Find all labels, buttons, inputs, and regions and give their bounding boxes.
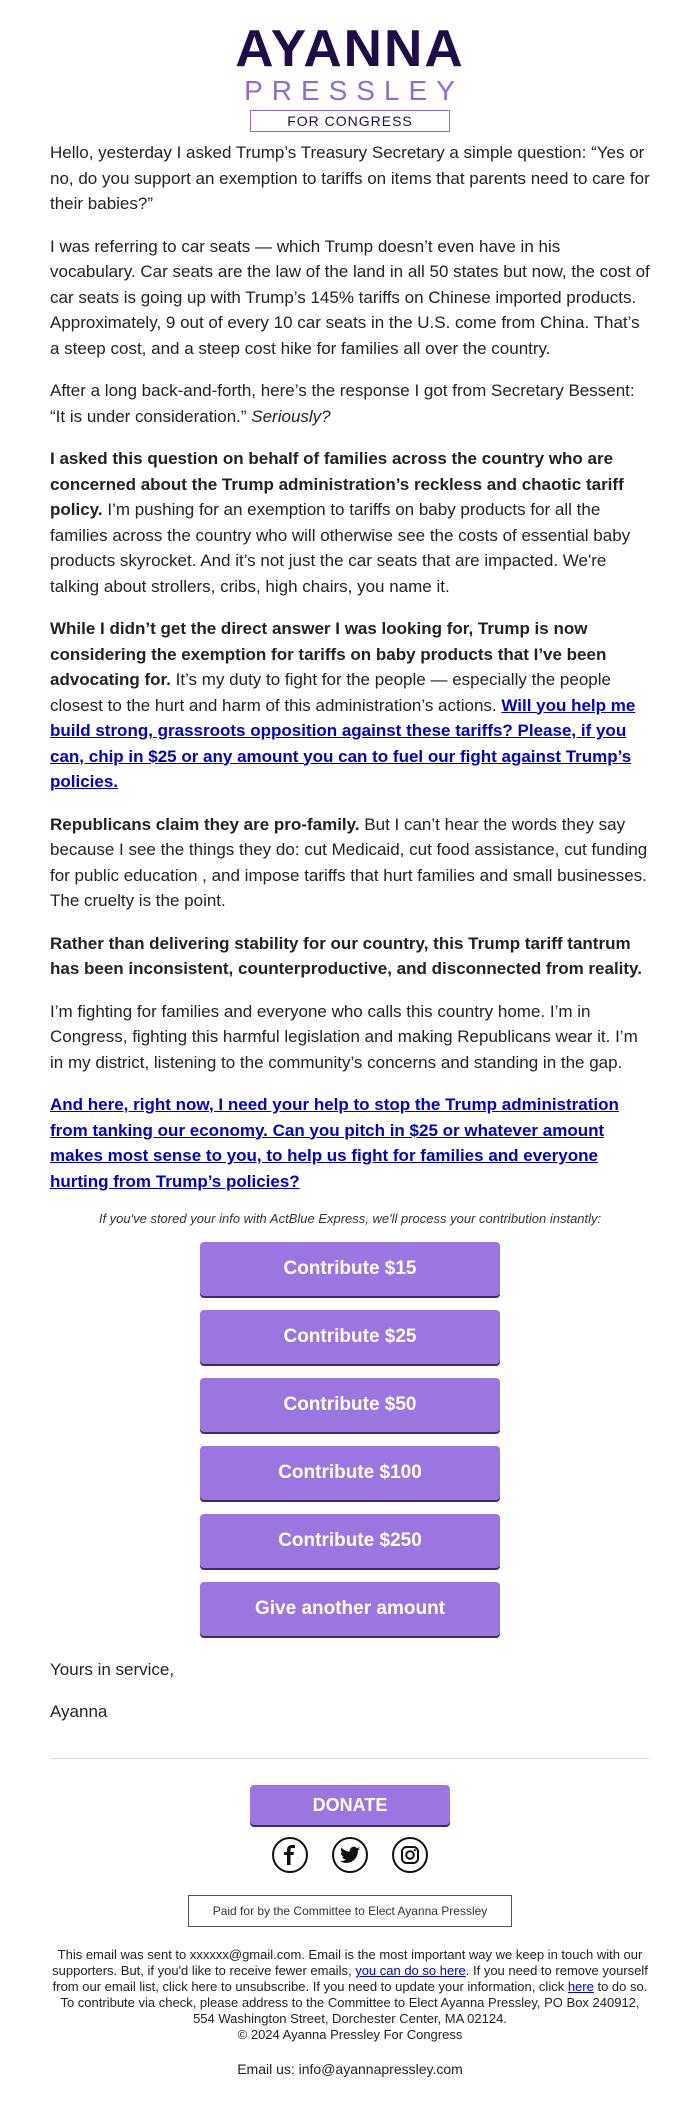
campaign-logo [0,0,700,140]
paragraph-ask [50,1092,650,1194]
logo-surname: PRESSLEY [244,75,464,106]
footer-fine-print [50,1947,650,2043]
contribute-25-button[interactable]: Contribute $25 [200,1310,500,1364]
paragraph-response-italic: Seriously? [251,406,331,426]
signoff-closing: Yours in service, [50,1660,175,1679]
paragraph-pro-family [50,812,650,914]
twitter-icon[interactable] [332,1837,368,1873]
copyright: © 2024 Ayanna Pressley For Congress [237,2027,463,2042]
logo-name: AYANNA [235,20,465,78]
paragraph-response [50,378,650,429]
paragraph-on-behalf-text: I’m pushing for an exemption to tariffs on baby products for all the families across the country who will otherwise see the costs of essential baby products skyrocket. And it’s not just the car seats that are impacted. We're talking about strollers, cribs, high chairs, you name it. [50,500,631,596]
update-info-link[interactable]: here [567,1979,594,1994]
paragraph-response-text: After a long back-and-forth, here’s the response I got from Secretary Bessent: “It is under consideration.” [50,381,635,426]
paid-for-disclaimer: Paid for by the Committee to Elect Ayanna Pressley [188,1895,513,1927]
paragraph-fighting: I’m fighting for families and everyone who calls this country home. I’m in Congress, fighting this harmful legislation and making Republicans wear it. I’m in my district, listening to the community’s concerns and standing in the gap. [50,1001,638,1072]
paragraph-considering-bold: While I didn’t get the direct answer I was looking for, Trump is now considering the exemption for tariffs on baby products that I’ve been advocating for. [50,619,607,689]
contribute-250-button[interactable]: Contribute $250 [200,1514,500,1568]
paragraph-on-behalf-bold: I asked this question on behalf of families across the country who are concerned about the Trump administration’s reckless and chaotic tariff policy. [50,449,624,519]
paragraph-on-behalf [50,446,650,599]
facebook-icon[interactable] [272,1837,308,1873]
contribute-50-button[interactable]: Contribute $50 [200,1378,500,1432]
give-another-amount-button[interactable]: Give another amount [200,1582,500,1636]
paragraph-stability-bold: Rather than delivering stability for our country, this Trump tariff tantrum has been inconsistent, counterproductive, and disconnected from reality. [50,933,642,978]
contribute-15-button[interactable]: Contribute $15 [200,1242,500,1296]
paragraph-pro-family-bold: Republicans claim they are pro-family. [50,814,360,834]
footer [0,1785,700,2077]
divider [50,1758,650,1759]
social-links [0,1837,700,1873]
pitch-in-link[interactable]: And here, right now, I need your help to stop the Trump administration from tanking our economy. Can you pitch in $25 or whatever amount makes most sense to you, to help us fight for families and everyone hurting from Trump’s policies? [50,1095,619,1191]
contribution-buttons [50,1242,650,1636]
contribute-100-button[interactable]: Contribute $100 [200,1446,500,1500]
paragraph-car-seats: I was referring to car seats — which Trump doesn’t even have in his vocabulary. Car seats are the law of the land in all 50 states but now, the cost of car seats is going up with Trump’s 145% tariffs on Chinese imported products. Approximately, 9 out of every 10 car seats in the U.S. come from China. That’s a steep cost, and a steep cost hike for families all over the country. [50,236,650,358]
chip-in-link[interactable]: Will you help me build strong, grassroots opposition against these tariffs? Please, if you can, chip in $25 or any amount you can to fuel our fight against Trump’s policies. [50,695,636,791]
fine-print-text-2: . If you need to remove yourself from our email list, click here to unsubscribe. If you need to update your information, click [52,1963,648,1994]
email-body [0,140,700,1722]
paragraph-stability [50,931,650,982]
email-us: Email us: info@ayannapressley.com [237,2061,463,2077]
donate-button[interactable]: DONATE [250,1785,450,1825]
logo-tagline: FOR CONGRESS [250,110,450,132]
signoff-name: Ayanna [50,1702,108,1721]
fewer-emails-link[interactable]: you can do so here [355,1963,466,1978]
paragraph-pro-family-text: But I can’t hear the words they say because I see the things they do: cut Medicaid, cut food assistance, cut funding for public education , and impose tariffs that hurt families and small businesses. The cruelty is the point. [50,814,648,910]
instagram-icon[interactable] [392,1837,428,1873]
paragraph-considering [50,616,650,795]
fine-print-text-1: This email was sent to xxxxxx@gmail.com. Email is the most important way we keep in touch with our supporters. But, if you'd like to receive fewer emails, [52,1947,643,1978]
paragraph-greeting: Hello, yesterday I asked Trump’s Treasury Secretary a simple question: “Yes or no, do you support an exemption to tariffs on items that parents need to care for their babies?” [50,143,650,213]
actblue-note: If you've stored your info with ActBlue Express, we'll process your contribution instantly: [98,1211,602,1226]
paragraph-considering-text: It’s my duty to fight for the people — especially the people closest to the hurt and harm of this administration’s actions. [50,670,611,715]
fine-print-text-3: to do so. To contribute via check, please address to the Committee to Elect Ayanna Pressley, PO Box 240912, 554 Washington Street, Dorchester Center, MA 02124. [60,1979,648,2026]
